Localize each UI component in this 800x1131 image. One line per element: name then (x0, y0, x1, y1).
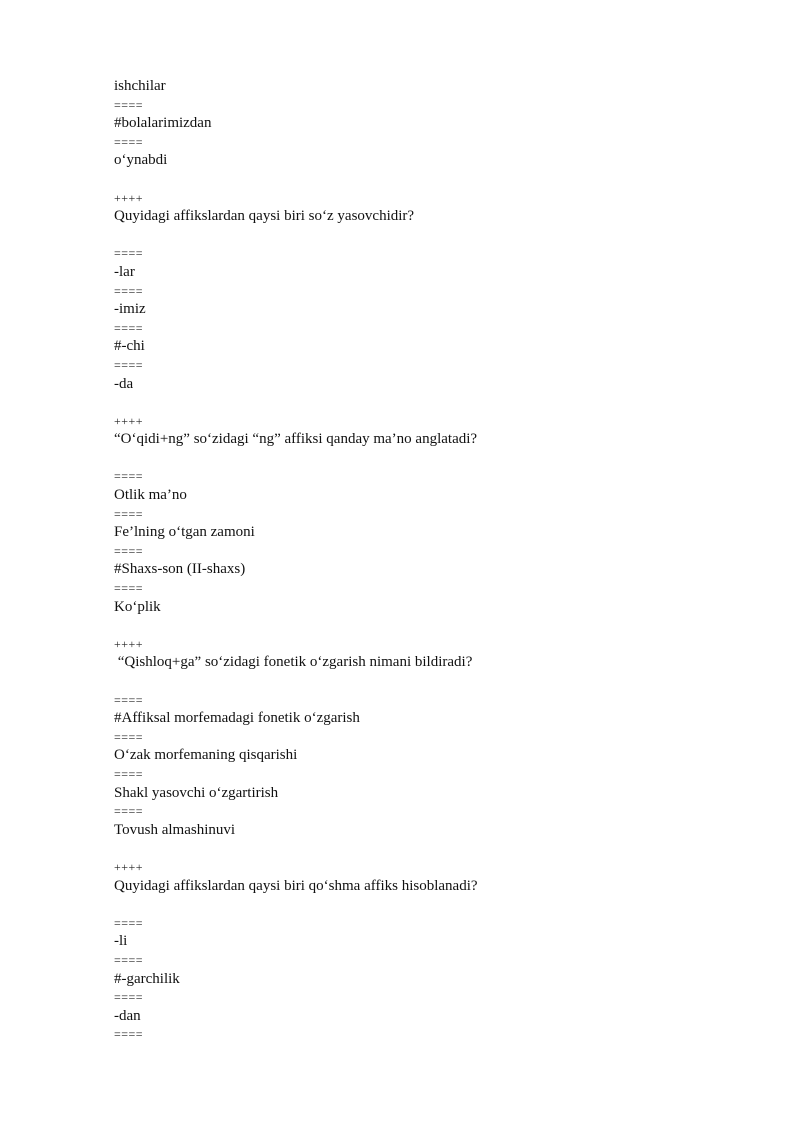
blank-line (114, 616, 754, 635)
answer-separator: ==== (114, 729, 144, 744)
answer-option: O‘zak morfemaning qisqarishi (114, 747, 298, 764)
blank-line (114, 672, 754, 691)
question-text: “O‘qidi+ng” so‘zidagi “ng” affiksi qanday ma’no anglatadi? (114, 431, 478, 448)
answer-separator: ==== (114, 97, 144, 112)
answer-separator: ==== (114, 581, 144, 596)
question-text: Quyidagi affikslardan qaysi biri qo‘shma affiks hisoblanadi? (114, 877, 478, 894)
blank-line (114, 839, 754, 858)
question-text: “Qishloq+ga” so‘zidagi fonetik o‘zgarish nimani bildiradi? (114, 654, 473, 671)
answer-separator: ==== (114, 357, 144, 372)
answer-option: -lar (114, 263, 135, 280)
blank-line (114, 449, 754, 468)
blank-line (114, 895, 754, 914)
answer-option: Shakl yasovchi o‘zgartirish (114, 784, 279, 801)
answer-option: -da (114, 375, 134, 392)
answer-separator: ==== (114, 990, 144, 1005)
answer-option: o‘ynabdi (114, 152, 168, 169)
answer-separator: ==== (114, 692, 144, 707)
answer-separator: ==== (114, 804, 144, 819)
answer-separator: ==== (114, 283, 144, 298)
answer-option: Ko‘plik (114, 598, 161, 615)
question-text: Quyidagi affikslardan qaysi biri so‘z yasovchidir? (114, 208, 415, 225)
answer-separator: ==== (114, 543, 144, 558)
correct-answer-option: #-chi (114, 338, 145, 355)
document-text-column (114, 77, 754, 1044)
question-separator: ++++ (114, 859, 144, 874)
answer-separator: ==== (114, 1027, 144, 1042)
correct-answer-option: #Shaxs-son (II-shaxs) (114, 561, 246, 578)
blank-line (114, 226, 754, 245)
blank-line (114, 170, 754, 189)
answer-separator: ==== (114, 469, 144, 484)
answer-separator: ==== (114, 134, 144, 149)
correct-answer-option: #-garchilik (114, 970, 180, 987)
answer-option: ishchilar (114, 78, 166, 94)
correct-answer-option: #Affiksal morfemadagi fonetik o‘zgarish (114, 710, 360, 727)
answer-separator: ==== (114, 320, 144, 335)
answer-option: -dan (114, 1007, 141, 1024)
answer-separator: ==== (114, 766, 144, 781)
question-separator: ++++ (114, 413, 144, 428)
answer-separator: ==== (114, 952, 144, 967)
answer-separator: ==== (114, 915, 144, 930)
answer-option: -imiz (114, 301, 146, 318)
answer-separator: ==== (114, 506, 144, 521)
blank-line (114, 393, 754, 412)
question-separator: ++++ (114, 190, 144, 205)
answer-option: Otlik ma’no (114, 487, 187, 504)
question-separator: ++++ (114, 636, 144, 651)
correct-answer-option: #bolalarimizdan (114, 115, 212, 132)
answer-option: Fe’lning o‘tgan zamoni (114, 524, 255, 541)
answer-option: Tovush almashinuvi (114, 821, 236, 838)
answer-option: -li (114, 933, 128, 950)
answer-separator: ==== (114, 246, 144, 261)
